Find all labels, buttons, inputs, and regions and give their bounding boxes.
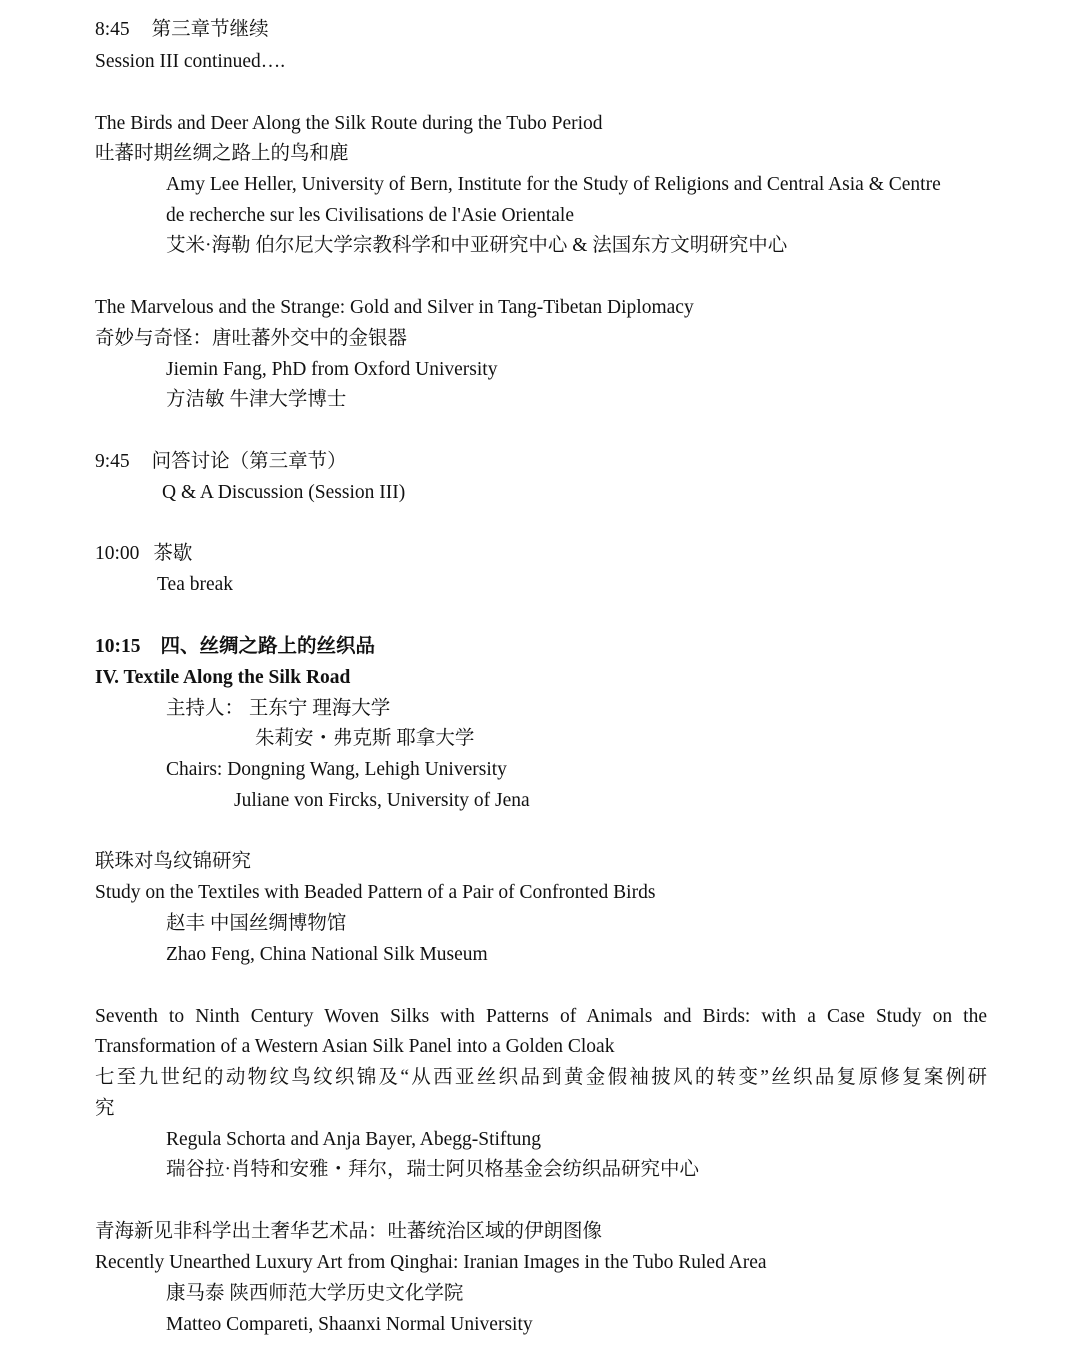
session4-chairs-cn-2: 朱莉安・弗克斯 耶拿大学 (255, 728, 475, 749)
talk5-title-en: Recently Unearthed Luxury Art from Qinghai: Iranian Images in the Tubo Ruled Area (95, 1252, 767, 1273)
talk4-title-en-2: Transformation of a Western Asian Silk Panel into a Golden Cloak (95, 1036, 615, 1057)
talk4-title-cn-2: 究 (95, 1098, 115, 1119)
session3-cont-heading (95, 17, 269, 43)
tea-heading (95, 541, 192, 567)
session4-chairs-en-1: Chairs: Dongning Wang, Lehigh University (166, 759, 507, 780)
talk1-title-en: The Birds and Deer Along the Silk Route during the Tubo Period (95, 113, 603, 134)
talk5-title-cn: 青海新见非科学出土奢华艺术品：吐蕃统治区域的伊朗图像 (95, 1221, 603, 1242)
session4-chairs-en-2: Juliane von Fircks, University of Jena (234, 790, 530, 811)
talk1-speaker-en-1: Amy Lee Heller, University of Bern, Institute for the Study of Religions and Central Asia & Centre (166, 174, 941, 195)
talk2-title-cn: 奇妙与奇怪：唐吐蕃外交中的金银器 (95, 328, 408, 349)
session4-time: 10:15 (95, 636, 141, 657)
talk4-speaker-en: Regula Schorta and Anja Bayer, Abegg-Stiftung (166, 1129, 542, 1150)
session3-cont-time: 8:45 (95, 19, 130, 40)
session4-heading (95, 634, 375, 660)
qa-title-en: Q & A Discussion (Session III) (162, 482, 406, 503)
tea-time: 10:00 (95, 543, 140, 564)
session4-title-cn: 四、丝绸之路上的丝织品 (160, 636, 376, 657)
talk3-title-en: Study on the Textiles with Beaded Pattern of a Pair of Confronted Birds (95, 882, 656, 903)
session3-cont-title-cn: 第三章节继续 (151, 19, 269, 40)
talk5-speaker-en: Matteo Compareti, Shaanxi Normal University (166, 1314, 533, 1335)
session4-chairs-cn-1: 主持人： 王东宁 理海大学 (166, 698, 391, 719)
talk5-speaker-cn: 康马泰 陕西师范大学历史文化学院 (166, 1283, 464, 1304)
talk4-title-en-1: Seventh to Ninth Century Woven Silks with Patterns of Animals and Birds: with a Case Study on the (95, 1006, 987, 1027)
talk1-speaker-cn: 艾米·海勒 伯尔尼大学宗教科学和中亚研究中心 & 法国东方文明研究中心 (166, 235, 788, 256)
talk1-title-cn: 吐蕃时期丝绸之路上的鸟和鹿 (95, 143, 349, 164)
qa-title-cn: 问答讨论（第三章节） (151, 451, 347, 472)
qa-time: 9:45 (95, 451, 130, 472)
talk2-speaker-en: Jiemin Fang, PhD from Oxford University (166, 359, 498, 380)
talk1-speaker-en-2: de recherche sur les Civilisations de l'Asie Orientale (166, 205, 575, 226)
talk3-speaker-en: Zhao Feng, China National Silk Museum (166, 944, 488, 965)
talk2-speaker-cn: 方洁敏 牛津大学博士 (166, 389, 347, 410)
tea-title-en: Tea break (157, 574, 234, 595)
talk4-speaker-cn: 瑞谷拉·肖特和安雅・拜尔，瑞士阿贝格基金会纺织品研究中心 (166, 1159, 699, 1180)
talk4-title-cn-1: 七至九世纪的动物纹鸟纹织锦及“从西亚丝织品到黄金假袖披风的转变”丝织品复原修复案例研 (95, 1067, 987, 1088)
tea-title-cn: 茶歇 (153, 543, 193, 564)
talk2-title-en: The Marvelous and the Strange: Gold and Silver in Tang-Tibetan Diplomacy (95, 297, 694, 318)
talk3-speaker-cn: 赵丰 中国丝绸博物馆 (166, 913, 347, 934)
talk3-title-cn: 联珠对鸟纹锦研究 (95, 851, 252, 872)
session3-cont-title-en: Session III continued…. (95, 51, 286, 72)
qa-heading (95, 449, 347, 475)
session4-title-en: IV. Textile Along the Silk Road (95, 667, 351, 688)
